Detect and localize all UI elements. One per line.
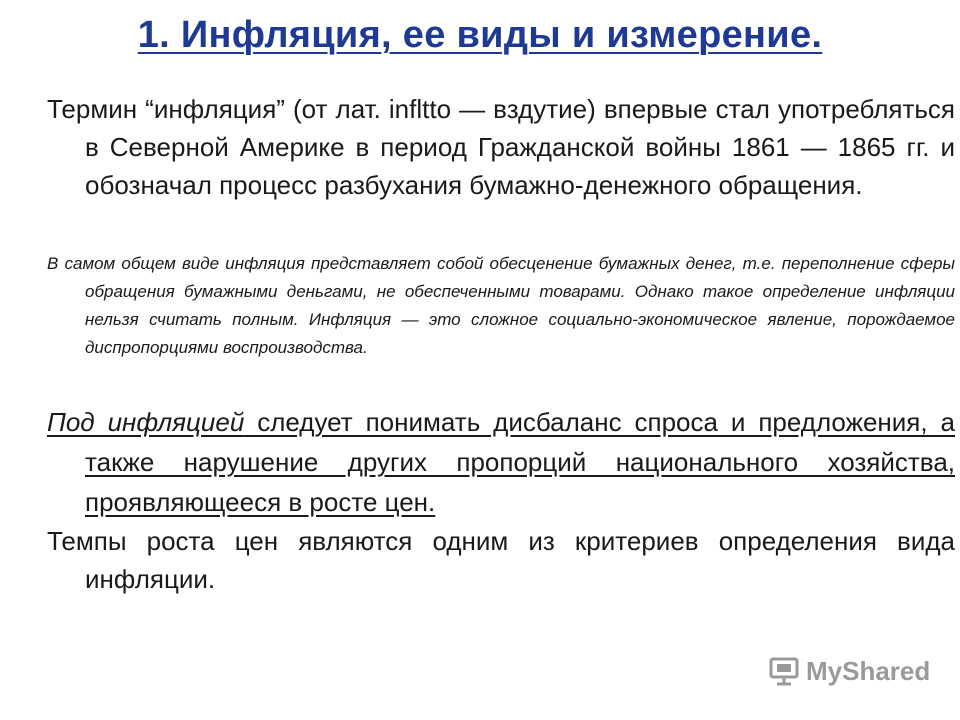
paragraph-price-growth: Темпы роста цен являются одним из критериев определения вида инфляции. bbox=[47, 526, 955, 594]
definition-term: Под инфляцией bbox=[47, 407, 245, 437]
paragraph-term-origin: Термин “инфляция” (от лат. infltto — вздутие) впервые стал употребляться в Северной Америке в период Гражданской войны 1861 — 1865 гг. и обозначал процесс разбухания бумажно-денежного обращения. bbox=[47, 94, 955, 200]
watermark-text: MyShared bbox=[806, 655, 931, 686]
definition-text: следует понимать дисбаланс спроса и предложения, а также нарушение других пропорций национального хозяйства, проявляющееся в росте цен. bbox=[85, 407, 955, 517]
paragraph-general-definition: В самом общем виде инфляция представляет собой обесценение бумажных денег, т.е. переполнение сферы обращения бумажными деньгами, не обеспеченными товарами. Однако такое определение инфляции нельзя считать полным. Инфляция — это сложное социально-экономическое явление, порождаемое диспропорциями воспроизводства. bbox=[47, 254, 955, 357]
paragraph-inflation-definition bbox=[47, 402, 955, 522]
watermark bbox=[768, 655, 930, 687]
presentation-board-icon bbox=[768, 655, 800, 687]
slide-title: 1. Инфляция, ее виды и измерение. bbox=[137, 14, 823, 56]
